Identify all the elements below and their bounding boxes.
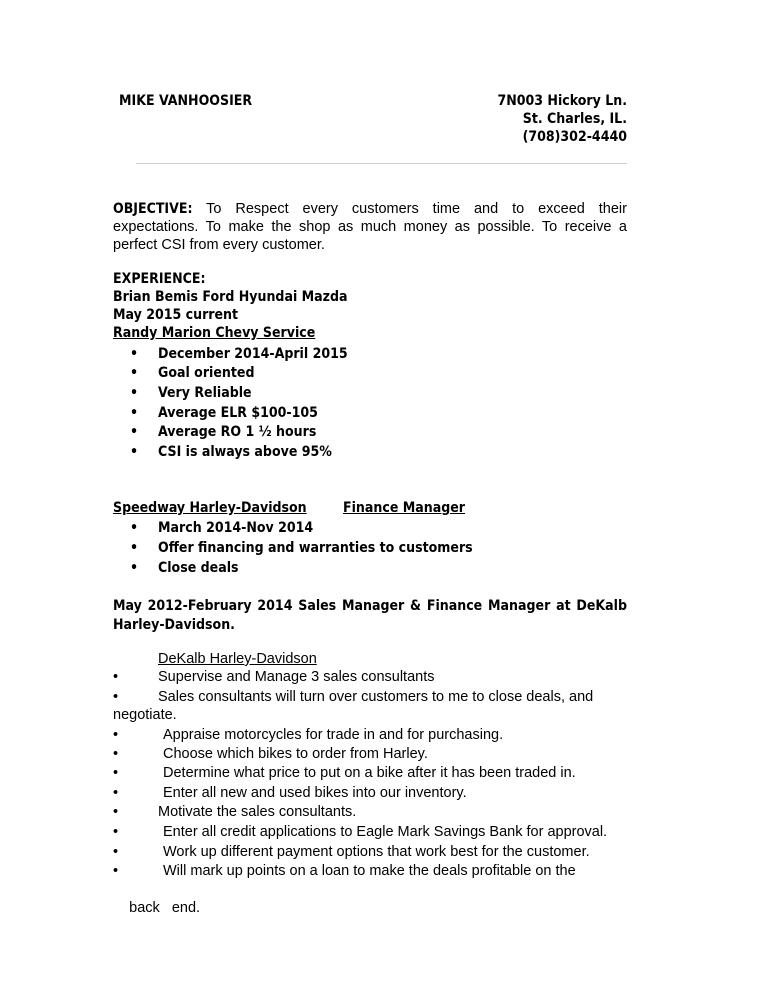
job4-bullet-text: back end. [129, 900, 201, 916]
job4-bullet-text: Determine what price to put on a bike after it has been traded in. [163, 765, 576, 781]
header-divider [136, 163, 627, 164]
objective-text: To Respect every customers time and to exceed their expectations. To make the shop as much money as possible. To receive a perfect CSI from every customer. [113, 201, 627, 253]
job4-bullet-text: Supervise and Manage 3 sales consultants [158, 669, 435, 685]
job2-bullet: CSI is always above 95% [158, 444, 332, 460]
phone-number: (708)302-4440 [522, 129, 627, 145]
job4-bullet-text: Work up different payment options that work best for the customer. [163, 844, 590, 860]
bullet-icon: • [113, 746, 119, 762]
objective-label: OBJECTIVE: [113, 201, 193, 217]
bullet-icon: • [130, 424, 139, 440]
job1-employer: Brian Bemis Ford Hyundai Mazda [113, 289, 348, 305]
job2-bullet: Average RO 1 ½ hours [158, 424, 317, 440]
job3-employer: Speedway Harley-Davidson [113, 500, 307, 516]
job4-bullet-text: Motivate the sales consultants. [158, 804, 357, 820]
job2-bullet: Very Reliable [158, 385, 252, 401]
job3-title: Finance Manager [343, 500, 466, 516]
job4-bullet-text: Sales consultants will turn over customers to me to close deals, and [158, 689, 594, 705]
job4-bullet-continuation [113, 881, 200, 935]
job4-bullet-text: negotiate. [113, 707, 177, 723]
job2-employer: Randy Marion Chevy Service [113, 325, 316, 341]
bullet-icon: • [113, 844, 119, 860]
bullet-icon: • [113, 785, 119, 801]
job4-bullet-text: Enter all new and used bikes into our inventory. [163, 785, 467, 801]
candidate-name: MIKE VANHOOSIER [119, 93, 253, 109]
bullet-icon: • [113, 669, 119, 685]
job4-bullet-text: Appraise motorcycles for trade in and for purchasing. [163, 727, 504, 743]
job2-bullet: December 2014-April 2015 [158, 346, 348, 362]
bullet-icon: • [113, 727, 119, 743]
bullet-icon: • [113, 689, 119, 705]
job3-bullet: Offer financing and warranties to customers [158, 540, 473, 556]
bullet-icon: • [130, 520, 139, 536]
job2-bullet: Average ELR $100-105 [158, 405, 318, 421]
bullet-icon: • [130, 385, 139, 401]
bullet-icon: • [130, 540, 139, 556]
experience-heading: EXPERIENCE: [113, 271, 206, 287]
address-line-2: St. Charles, IL. [522, 111, 627, 127]
job3-bullet: March 2014-Nov 2014 [158, 520, 314, 536]
bullet-icon: • [113, 824, 119, 840]
bullet-icon: • [113, 863, 119, 879]
job2-bullet: Goal oriented [158, 365, 255, 381]
job1-dates: May 2015 current [113, 307, 239, 323]
bullet-icon: • [130, 444, 139, 460]
bullet-icon: • [113, 804, 119, 820]
job4-bullet-text: Enter all credit applications to Eagle Mark Savings Bank for approval. [163, 824, 608, 840]
job4-bullet-continuation [113, 706, 177, 724]
bullet-icon: • [130, 346, 139, 362]
bullet-icon: • [113, 765, 119, 781]
bullet-icon: • [130, 560, 139, 576]
job4-employer: DeKalb Harley-Davidson [158, 651, 317, 667]
job4-bullet-text: Will mark up points on a loan to make the deals profitable on the [163, 863, 576, 879]
job3-bullet: Close deals [158, 560, 239, 576]
job4-bullet-text: Choose which bikes to order from Harley. [163, 746, 428, 762]
bullet-icon: • [130, 405, 139, 421]
address-line-1: 7N003 Hickory Ln. [497, 93, 627, 109]
objective-section [113, 200, 627, 254]
job4-summary: May 2012-February 2014 Sales Manager & Finance Manager at DeKalb Harley-Davidson. [113, 598, 627, 633]
bullet-icon: • [130, 365, 139, 381]
